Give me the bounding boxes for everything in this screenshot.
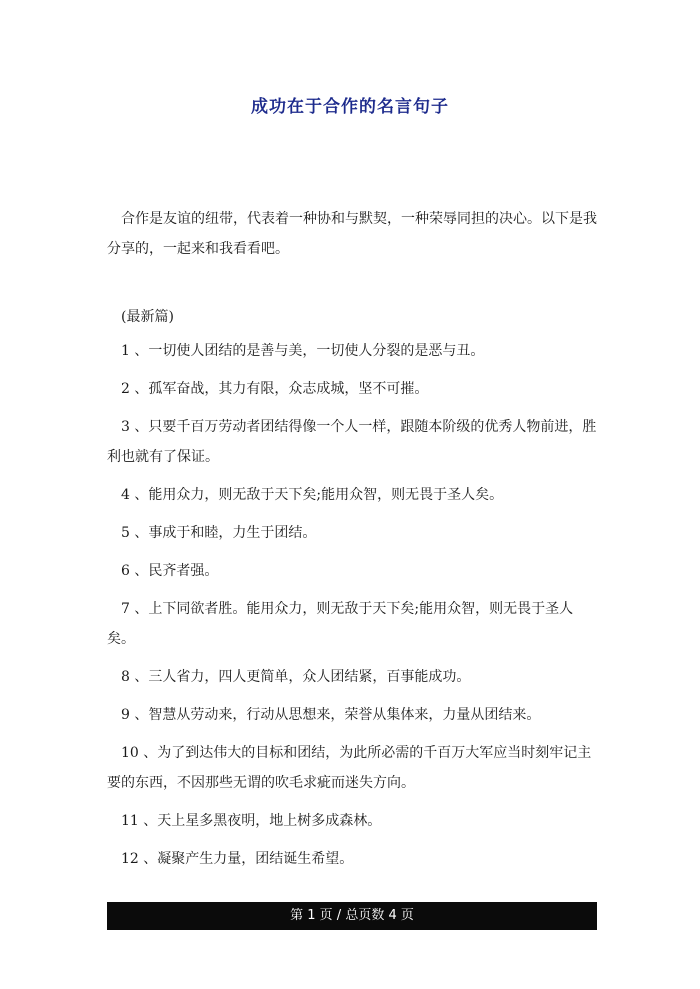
- quote-list: [107, 336, 597, 874]
- document-body: [107, 204, 597, 874]
- list-item: 4 、能用众力，则无敌于天下矣;能用众智，则无畏于圣人矣。: [121, 487, 504, 503]
- list-item: 12 、凝聚产生力量，团结诞生希望。: [121, 851, 354, 867]
- section-label: (最新篇): [121, 309, 174, 325]
- list-item: 9 、智慧从劳动来，行动从思想来，荣誉从集体来，力量从团结来。: [121, 707, 541, 723]
- list-item: 3 、只要千百万劳动者团结得像一个人一样，跟随本阶级的优秀人物前进，胜利也就有了保证。: [107, 419, 597, 465]
- list-item: 10 、为了到达伟大的目标和团结，为此所必需的千百万大军应当时刻牢记主要的东西，不因那些无谓的吹毛求疵而迷失方向。: [107, 745, 592, 791]
- intro-text: 合作是友谊的纽带，代表着一种协和与默契，一种荣辱同担的决心。以下是我分享的，一起来和我看看吧。: [107, 211, 597, 257]
- list-item: 7 、上下同欲者胜。能用众力，则无敌于天下矣;能用众智，则无畏于圣人矣。: [107, 601, 574, 647]
- page-footer: [107, 902, 597, 930]
- list-item: 5 、事成于和睦，力生于团结。: [121, 525, 317, 541]
- list-item: 1 、一切使人团结的是善与美，一切使人分裂的是恶与丑。: [121, 343, 485, 359]
- list-item: 11 、天上星多黑夜明，地上树多成森林。: [121, 813, 382, 829]
- list-item: 2 、孤军奋战，其力有限，众志成城，坚不可摧。: [121, 381, 429, 397]
- list-item: 6 、民齐者强。: [121, 563, 219, 579]
- intro-paragraph: [107, 204, 597, 264]
- document-title: 成功在于合作的名言句子: [251, 97, 449, 117]
- page-number-text: 第 1 页 / 总页数 4 页: [290, 908, 414, 923]
- list-item: 8 、三人省力，四人更简单，众人团结紧，百事能成功。: [121, 669, 471, 685]
